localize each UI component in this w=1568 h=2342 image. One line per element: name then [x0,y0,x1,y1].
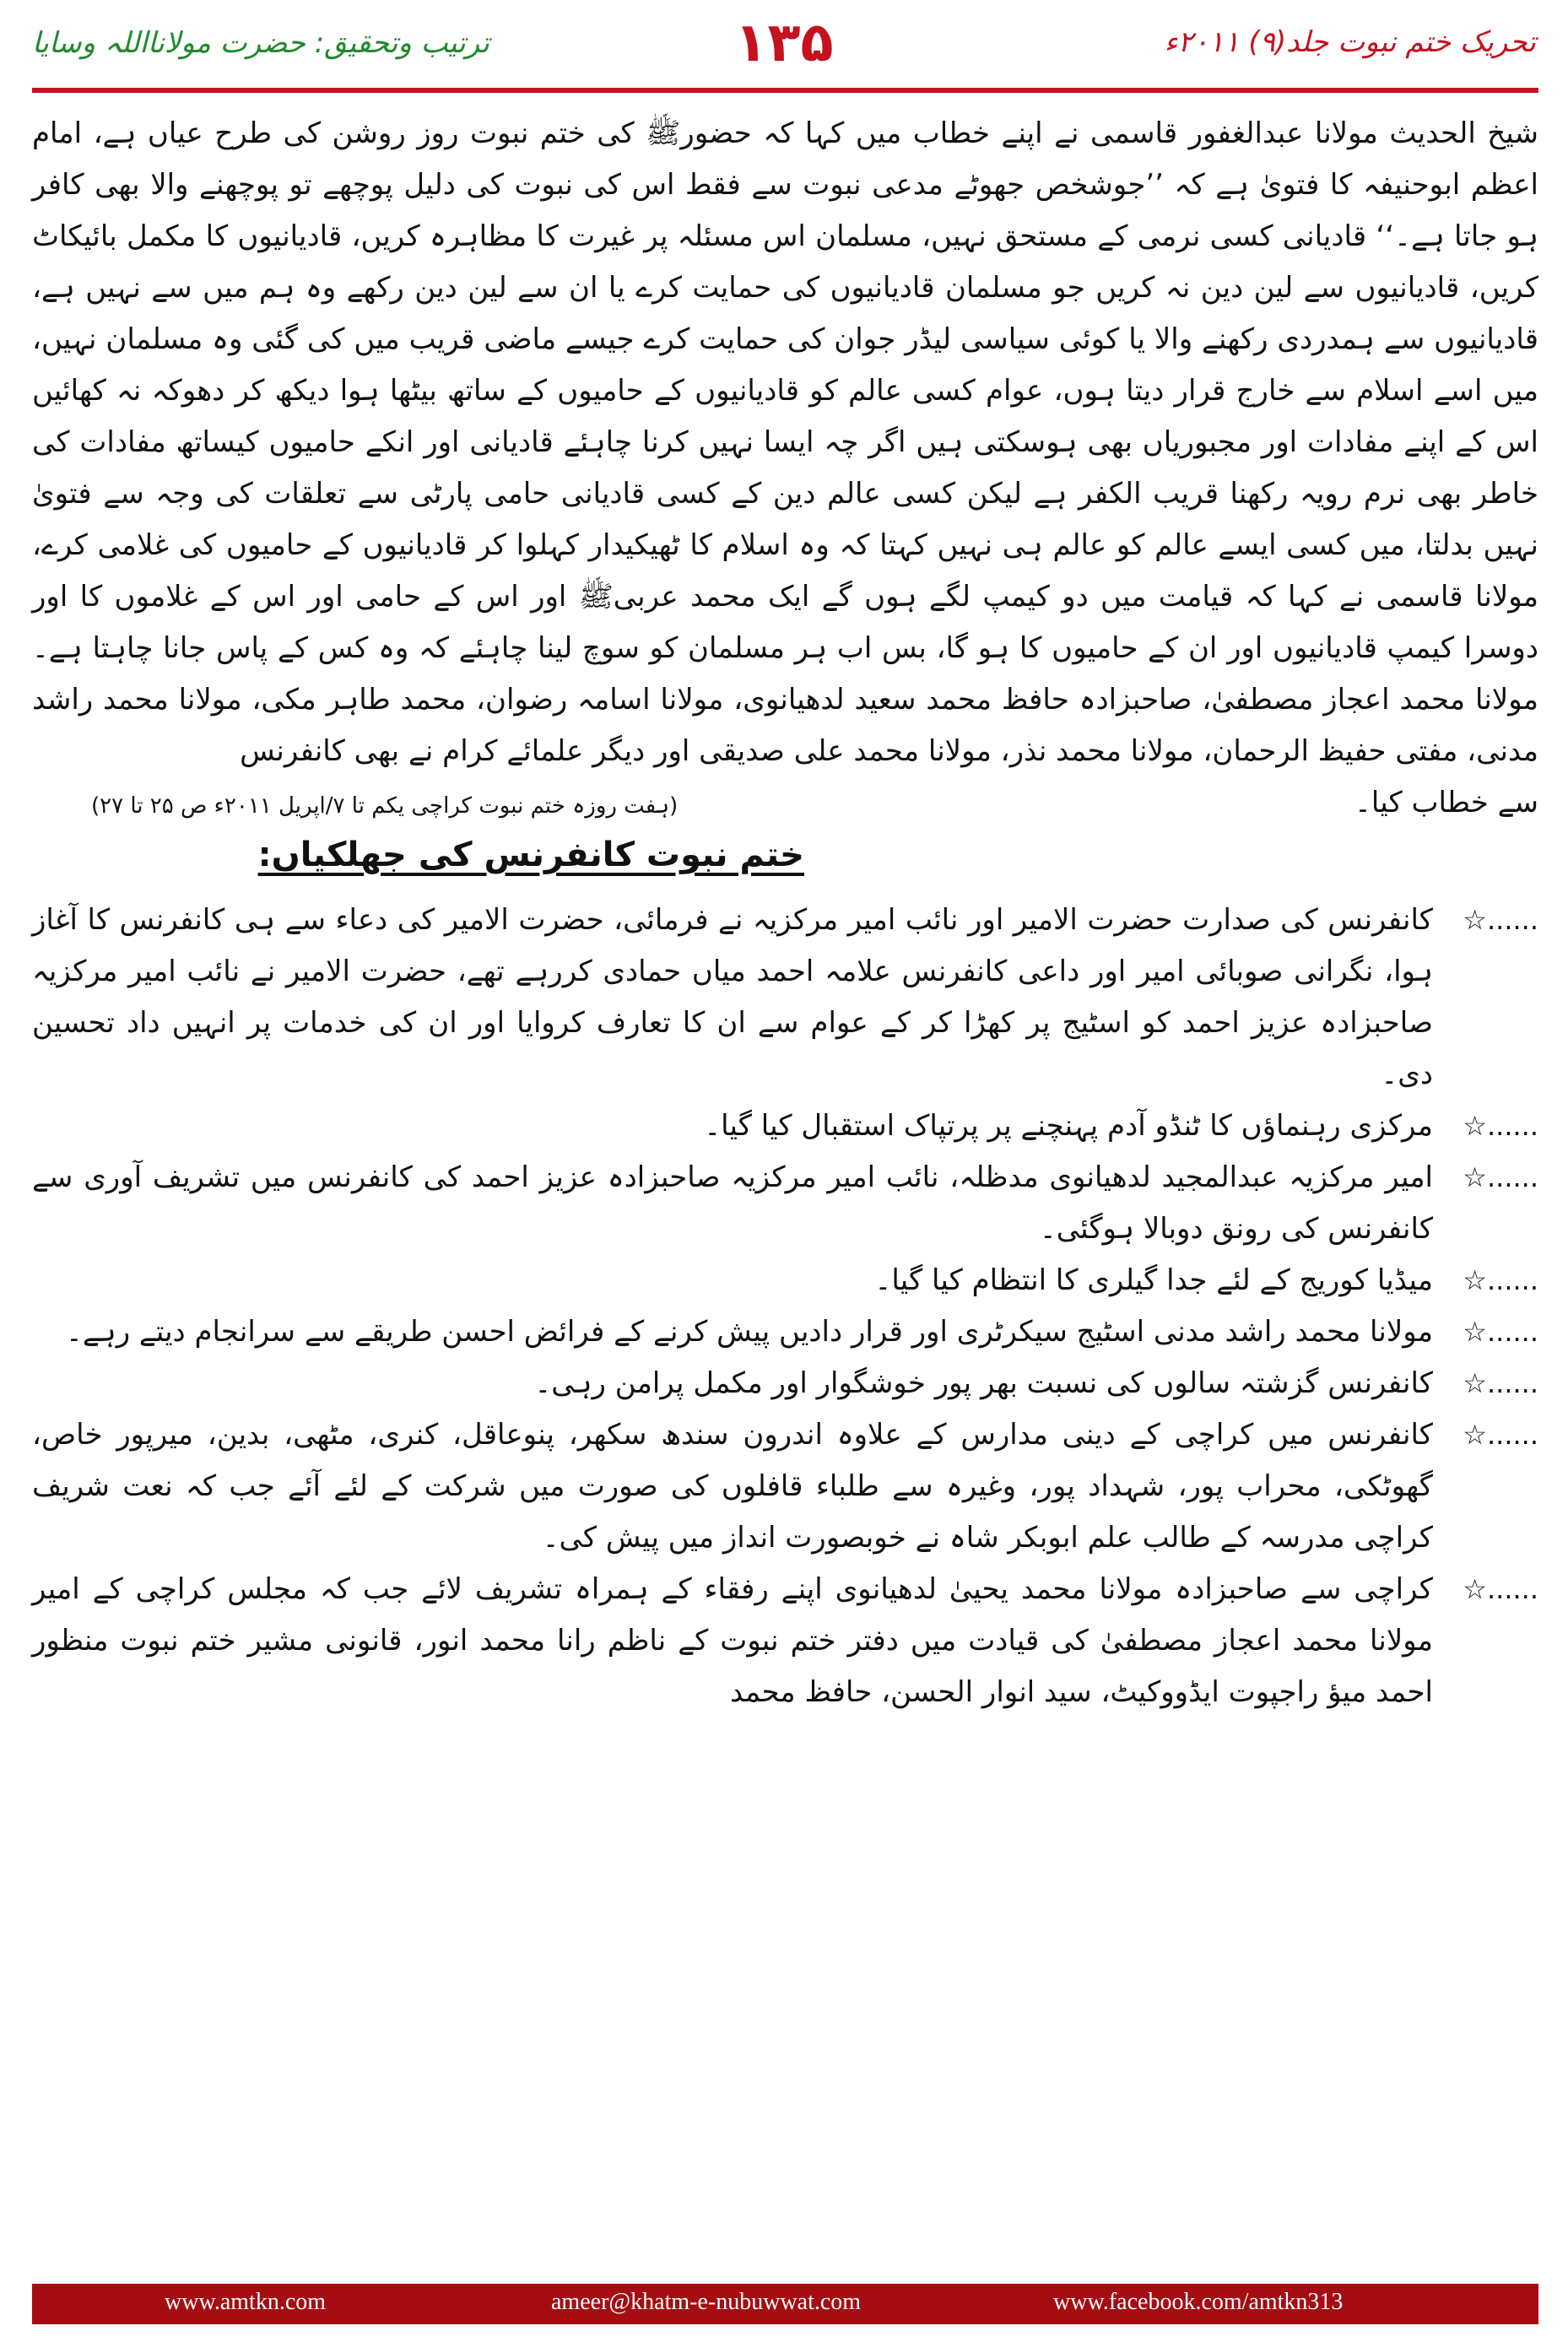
intro-paragraph: شیخ الحدیث مولانا عبدالغفور قاسمی نے اپنے خطاب میں کہا کہ حضورﷺ کی ختم نبوت روز روشن کی طرح عیاں ہے، امام اعظم ابوحنیفہ کا فتویٰ ہے کہ ’’جوشخص جھوٹے مدعی نبوت سے فقط اس کی نبوت کی دلیل پوچھے تو پوچھنے والا بھی کافر ہو جاتا ہے۔‘‘ قادیانی کسی نرمی کے مستحق نہیں، مسلمان اس مسئلہ پر غیرت کا مظاہرہ کریں، قادیانیوں کا مکمل بائیکاٹ کریں، قادیانیوں سے لین دین نہ کریں جو مسلمان قادیانیوں کی حمایت کرے یا ان سے لین دین رکھے وہ ہم میں سے نہیں ہے، قادیانیوں سے ہمدردی رکھنے والا یا کوئی سیاسی لیڈر جوان کی حمایت کرے جیسے ماضی قریب میں کی گئی وہ مسلمان نہیں، میں اسے اسلام سے خارج قرار دیتا ہوں، عوام کسی عالم کو قادیانیوں کے حامیوں کے ساتھ بیٹھا ہوا دیکھ کر دھوکہ نہ کھائیں اس کے اپنے مفادات اور مجبوریاں بھی ہوسکتی ہیں اگر چہ ایسا نہیں کرنا چاہئے قادیانی اور انکے حامیوں کیساتھ مفادات کی خاطر بھی نرم رویہ رکھنا قریب الکفر ہے لیکن کسی عالم دین کے کسی قادیانی حامی پارٹی سے تعلقات کی وجہ سے فتویٰ نہیں بدلتا، میں کسی ایسے عالم کو عالم ہی نہیں کہتا کہ وہ اسلام کا ٹھیکیدار کہلوا کر قادیانیوں کے حامیوں کی غلامی کرے، مولانا قاسمی نے کہا کہ قیامت میں دو کیمپ لگے ہوں گے ایک محمد عربیﷺ اور اس کے حامی اور اس کے غلاموں کا اور دوسرا کیمپ قادیانیوں اور ان کے حامیوں کا ہو گا، بس اب ہر مسلمان کو سوچ لینا چاہئے کہ وہ کس کے پاس جانا چاہتا ہے۔ مولانا محمد اعجاز مصطفیٰ، صاحبزادہ حافظ محمد سعید لدھیانوی، مولانا اسامہ رضوان، محمد طاہر مکی، مولانا محمد راشد مدنی، مفتی حفیظ الرحمان، مولانا محمد نذر، مولانا محمد علی صدیقی اور دیگر علمائے کرام نے بھی کانفرنس [32,116,1538,768]
list-item [32,1306,1538,1358]
list-item-text: کانفرنس میں کراچی کے دینی مدارس کے علاوہ اندرون سندھ سکھر، پنوعاقل، کنری، مٹھی، بدین، میرپور خاص، گھوٹکی، محراب پور، شہداد پور، وغیرہ سے طلباء قافلوں کی صورت میں شرکت کے لئے آئے جب کہ نعت شریف کراچی مدرسہ کے طالب علم ابوبکر شاہ نے خوبصورت انداز میں پیش کی۔ [32,1418,1433,1555]
star-icon: ☆...... [1463,1419,1538,1451]
source-citation: (ہفت روزہ ختم نبوت کراچی یکم تا ۷/اپریل ۲۰۱۱ء ص ۲۵ تا ۲۷) [91,793,679,819]
list-item [32,895,1538,1101]
section-heading: ختم نبوت کانفرنس کی جھلکیاں: [257,836,804,874]
page-header [0,0,1568,80]
list-item-text: کراچی سے صاحبزادہ مولانا محمد یحییٰ لدھیانوی اپنے رفقاء کے ہمراہ تشریف لائے جب کہ مجلس کراچی کے امیر مولانا محمد اعجاز مصطفیٰ کی قیادت میں دفتر ختم نبوت کے ناظم رانا محمد انور، قانونی مشیر ختم نبوت منظور احمد میؤ راجپوت ایڈووکیٹ، سید انوار الحسن، حافظ محمد [32,1572,1433,1709]
compiler-credit: ترتیب وتحقیق: حضرت مولانااللہ وسایا [32,26,489,60]
list-item-text: مرکزی رہنماؤں کا ٹنڈو آدم پہنچنے پر پرتپاک استقبال کیا گیا۔ [704,1109,1433,1143]
list-item-text: مولانا محمد راشد مدنی اسٹیج سیکرٹری اور قرار دادیں پیش کرنے کے فرائض احسن طریقے سے سرانجام دیتے رہے۔ [65,1315,1433,1349]
footer-bar [32,2284,1538,2324]
highlights-list [32,895,1538,1718]
header-divider [32,88,1538,93]
list-item-text: میڈیا کوریج کے لئے جدا گیلری کا انتظام کیا گیا۔ [874,1263,1433,1297]
star-icon: ☆...... [1463,1367,1538,1399]
list-item-text: کانفرنس گزشتہ سالوں کی نسبت بھر پور خوشگوار اور مکمل پرامن رہی۔ [534,1366,1433,1400]
list-item-text: کانفرنس کی صدارت حضرت الامیر اور نائب امیر مرکزیہ نے فرمائی، حضرت الامیر کی دعاء سے ہی کانفرنس کا آغاز ہوا، نگرانی صوبائی امیر اور داعی کانفرنس علامہ احمد میاں حمادی کررہے تھے، حضرت الامیر نے نائب امیر مرکزیہ صاحبزادہ عزیز احمد کو اسٹیج پر کھڑا کر کے عوام سے ان کا تعارف کروایا اور ان کی خدمات پر انہیں داد تحسین دی۔ [32,903,1433,1091]
list-item [32,1564,1538,1718]
email-link[interactable]: ameer@khatm-e-nubuwwat.com [551,2289,862,2315]
list-item [32,1358,1538,1409]
intro-tail: سے خطاب کیا۔ [1354,786,1538,819]
star-icon: ☆...... [1463,904,1538,936]
list-item [32,1152,1538,1255]
star-icon: ☆...... [1463,1573,1538,1605]
star-icon: ☆...... [1463,1316,1538,1348]
book-title: تحریک ختم نبوت جلد(۹) ۲۰۱۱ء [1164,25,1536,59]
reference-row [32,777,1538,825]
star-icon: ☆...... [1463,1161,1538,1193]
list-item-text: امیر مرکزیہ عبدالمجید لدھیانوی مدظلہ، نائب امیر مرکزیہ صاحبزادہ عزیز احمد کی کانفرنس میں تشریف آوری سے کانفرنس کی رونق دوبالا ہوگئی۔ [32,1160,1433,1246]
star-icon: ☆...... [1463,1264,1538,1296]
star-icon: ☆...... [1463,1110,1538,1142]
list-item [32,1255,1538,1306]
list-item [32,1409,1538,1564]
website-link[interactable]: www.amtkn.com [165,2289,327,2315]
page-body [32,108,1538,1718]
facebook-link[interactable]: www.facebook.com/amtkn313 [1053,2289,1344,2315]
page-number: ۱۳۵ [734,12,834,74]
list-item [32,1101,1538,1152]
